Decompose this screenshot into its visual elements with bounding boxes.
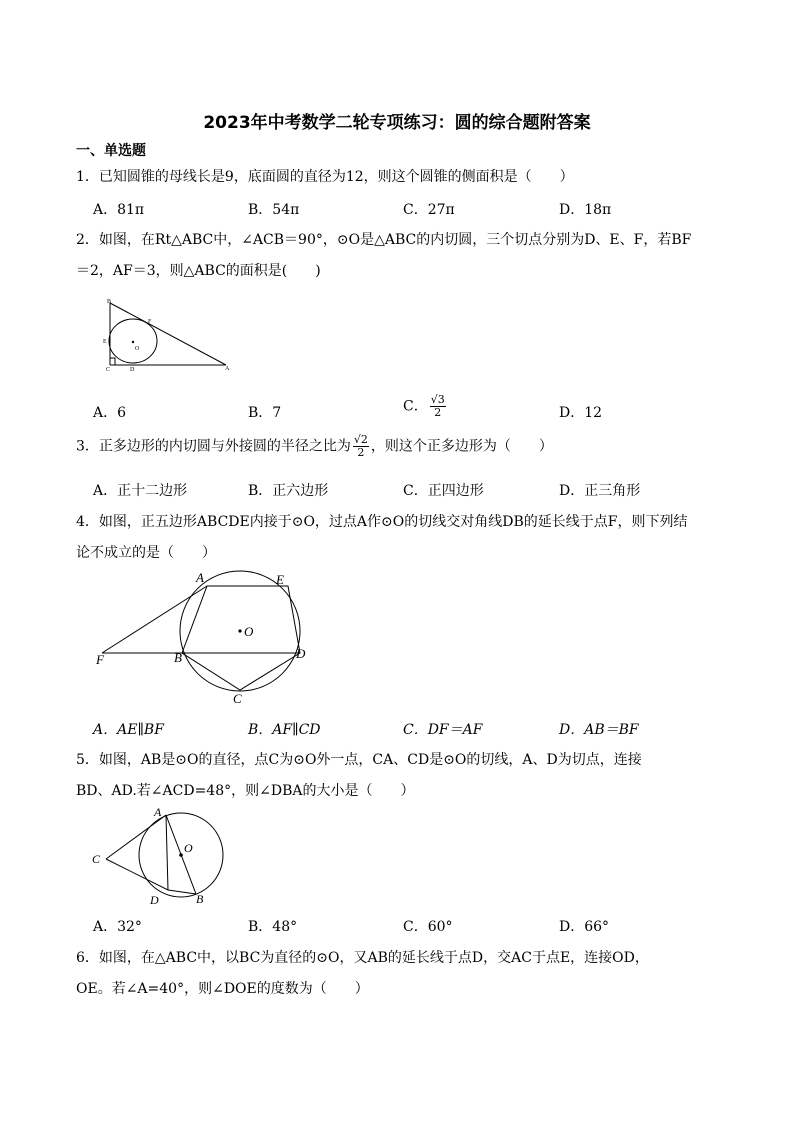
q2-option-c-fraction: [430, 394, 446, 419]
q1-option-d: D．18π: [559, 202, 612, 218]
q3-fraction: [353, 434, 369, 459]
q2-option-c: [403, 394, 448, 419]
question-5-line1: 5．如图，AB是⊙O的直径，点C为⊙O外一点，CA、CD是⊙O的切线，A、D为切点，连接: [76, 752, 642, 768]
q1-option-a: A．81π: [93, 202, 145, 218]
q2-option-c-denominator: 2: [434, 406, 442, 419]
q4-label-b: B: [174, 650, 182, 665]
question-5-line2: BD、AD.若∠ACD=48°，则∠DBA的大小是（ ）: [76, 783, 415, 799]
q5-option-a: A．32°: [93, 919, 142, 935]
q4-label-c: C: [233, 691, 242, 706]
q3-option-a: A．正十二边形: [93, 483, 188, 499]
q5-label-b: B: [196, 892, 204, 906]
q2-label-e: E: [103, 339, 107, 345]
q4-figure: [90, 568, 320, 708]
q5-label-a: A: [154, 805, 162, 819]
q4-label-f: F: [96, 652, 104, 667]
q4-option-a: A．AE∥BF: [93, 722, 164, 738]
q2-label-c: C: [106, 367, 111, 373]
q1-option-c: C．27π: [403, 202, 455, 218]
question-1-text: 1．已知圆锥的母线长是9，底面圆的直径为12，则这个圆锥的侧面积是（ ）: [76, 169, 574, 185]
q3-numerator: √2: [353, 433, 368, 446]
question-4-line1: 4．如图，正五边形ABCDE内接于⊙O，过点A作⊙O的切线交对角线DB的延长线于点F，则下列结: [76, 514, 688, 530]
q4-label-o: O: [244, 624, 254, 639]
question-6-line2: OE。若∠A=40°，则∠DOE的度数为（ ）: [76, 981, 369, 997]
q3-option-d: D．正三角形: [559, 483, 641, 499]
q2-label-b: B: [107, 299, 112, 305]
q5-option-b: B．48°: [248, 919, 298, 935]
q5-label-o: O: [184, 841, 193, 855]
q2-option-c-numerator: √3: [430, 393, 445, 406]
q3-text-post: ，则这个正多边形为（ ）: [370, 438, 553, 455]
q2-label-o: O: [135, 346, 140, 352]
q3-text-pre: 3．正多边形的内切圆与外接圆的半径之比为: [76, 438, 351, 455]
q4-label-d: D: [296, 646, 306, 661]
question-3-text: [76, 434, 553, 459]
q5-figure: [88, 804, 233, 906]
section-heading: 一、单选题: [76, 143, 146, 159]
q4-option-c: C．DF＝AF: [403, 722, 483, 738]
q4-option-b: B．AF∥CD: [248, 722, 321, 738]
question-4-line2: 论不成立的是（ ）: [76, 545, 216, 561]
q2-option-a: A．6: [93, 405, 127, 421]
page-title: 2023年中考数学二轮专项练习：圆的综合题附答案: [203, 113, 591, 133]
q5-option-d: D．66°: [559, 919, 610, 935]
q2-label-a: A: [225, 366, 230, 372]
q4-option-d: D．AB＝BF: [559, 722, 639, 738]
q3-option-c: C．正四边形: [403, 483, 484, 499]
q3-denominator: 2: [357, 446, 365, 459]
q1-option-b: B．54π: [248, 202, 300, 218]
question-2-line1: 2．如图，在Rt△ABC中，∠ACB＝90°，⊙O是△ABC的内切圆，三个切点分别为D、E、F，若BF: [76, 232, 692, 248]
q2-label-d: D: [130, 367, 135, 373]
question-2-line2: ＝2，AF＝3，则△ABC的面积是( ): [76, 263, 321, 279]
q5-option-c: C．60°: [403, 919, 453, 935]
q2-option-c-prefix: C．: [403, 398, 428, 415]
q2-option-d: D．12: [559, 405, 603, 421]
q2-option-b: B．7: [248, 405, 282, 421]
q5-label-c: C: [92, 852, 101, 866]
question-6-line1: 6．如图，在△ABC中，以BC为直径的⊙O，又AB的延长线于点D，交AC于点E，连接OD，: [76, 950, 649, 966]
q4-label-e: E: [276, 572, 284, 587]
q5-label-d: D: [150, 893, 159, 906]
q3-option-b: B．正六边形: [248, 483, 329, 499]
q4-label-a: A: [196, 570, 204, 585]
q2-label-f: F: [148, 319, 152, 325]
q2-figure: [100, 295, 240, 375]
